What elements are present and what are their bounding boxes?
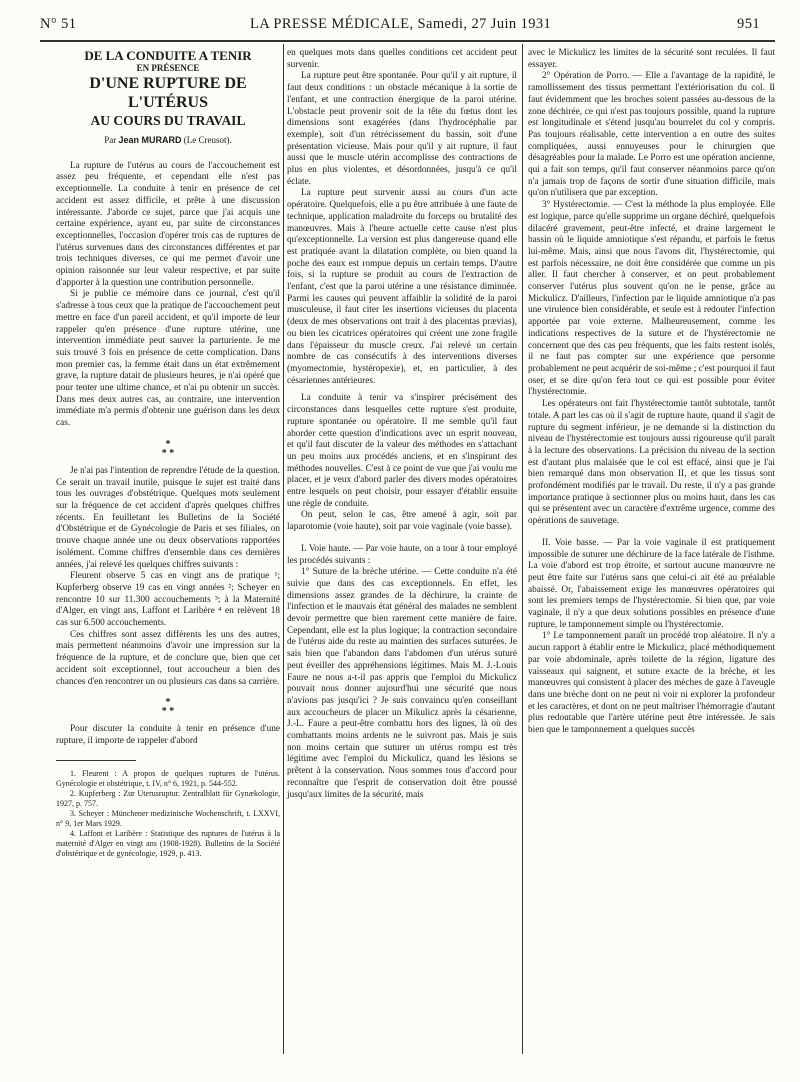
article-title-line2: EN PRÉSENCE xyxy=(136,63,200,73)
issue-number: N° 51 xyxy=(40,16,77,32)
paragraph: La rupture peut être spontanée. Pour qu'il y ait rupture, il faut deux conditions : un obstacle mécanique à la sortie de l'enfant, et une contraction énergique de la paroi utérine. L'obstacle peut provenir soit de la tête du fœtus dont les dimensions sont exagérées (dans l'hydrocéphalie par exemple), soit d'un rétrécissement du bassin, soit d'une présentation vicieuse. Mais pour qu'il y ait rupture, il faut aussi que le muscle utérin accomplisse des contractions de plus en plus violentes, et désordonnées, jusqu'à ce qu'il éclate. xyxy=(287,71,517,187)
section-heading-voie-haute: I. Voie haute. — Par voie haute, on a tour à tour employé les procédés suivants : xyxy=(287,543,517,566)
paragraph: 3° Hystérectomie. — C'est la méthode la plus employée. Elle est logique, parce qu'elle supprime un organe déchiré, quelquefois dilacéré gravement, peut-être infecté, et draine largement le bassin où le liquide amniotique s'est répandu, et parfois le fœtus lui-même. Mais, ainsi que nous l'avons dit, l'hystérectomie, qui est parfois nécessaire, ne doit être considérée que comme un pis aller. Il faut chercher à conserver, et on peut probablement conserver l'utérus plus souvent qu'on ne le pense, grâce au Mickulicz. D'ailleurs, l'infection par le liquide amniotique n'a pas une virulence bien considérable, et seule est à redouter l'infection apportée par voie externe. Malheureusement, comme les indications respectives de la suture et de l'hystérectomie ne concernent que des cas peu fréquents, que les faits restent isolés, il ne faut pas compter sur une expérience que personne probablement ne peut acquérir de soi-même ; c'est pourquoi il faut oser, et se dire qu'on fera tout ce qui est possible pour éviter l'hystérectomie. xyxy=(528,200,775,398)
header-rule xyxy=(40,40,775,42)
author-name: Jean MURARD xyxy=(118,135,182,145)
paragraph: La rupture peut survenir aussi au cours d'un acte opératoire. Quelquefois, elle a pu être attribuée à une faute de technique, application maladroite du forceps ou brutalité des manœuvres. Mais à l'heure actuelle cette cause n'est plus qu'exceptionnelle. La version est plus dangereuse quand elle est pratiquée avant la dilatation complète, ou bien quand la poche des eaux est rompue depuis un certain temps. D'autre fois, si la rupture se produit au cours de l'extraction de l'enfant, c'est que la paroi utérine a une résistance diminuée. Parmi les causes qui peuvent affaiblir la solidité de la paroi musculeuse, il faut citer les insertions vicieuses du placenta (deux de mes observations ont trait à des placentas prævias), ou bien les cicatrices opératoires qui créent une zone fragile dans l'épaisseur du muscle creux. J'ai relevé un certain nombre de cas consécutifs à des interventions diverses (myomectomie, hystéropexie), et, en particulier, à des césariennes antérieures. xyxy=(287,188,517,386)
section-stars: * * * xyxy=(161,438,175,459)
paragraph: Si je publie ce mémoire dans ce journal, c'est qu'il s'adresse à tous ceux que la pratique de l'accouchement peut mettre en face d'un pareil accident, et qu'il importe de leur rappeler qu'en présence d'une rupture utérine, une intervention immédiate peut sauver la parturiente. Je me suis trouvé 3 fois en présence de cette complication. Dans mon premier cas, la femme était dans un état extrêmement grave, la rupture datait de plusieurs heures, je n'ai opéré que pour tenter une ultime chance, et n'ai pu obtenir un succès. Dans mes deux autres cas, au contraire, une intervention immédiate m'a permis d'obtenir une guérison dans les deux cas. xyxy=(56,289,280,429)
page-header xyxy=(40,12,760,34)
section-stars: * * * xyxy=(161,697,175,718)
journal-title: LA PRESSE MÉDICALE, Samedi, 27 Juin 1931 xyxy=(250,16,552,32)
column-2 xyxy=(287,48,517,801)
column-1 xyxy=(56,48,280,859)
paragraph: On peut, selon le cas, être amené à agir, soit par laparotomie (voie haute), soit par voie vaginale (voie basse). xyxy=(287,510,517,533)
footnote-rule xyxy=(56,760,136,761)
byline-prefix: Par xyxy=(104,135,117,145)
footnote: 4. Laffont et Laribère : Statistique des ruptures de l'utérus à la maternité d'Alger en vingt ans (1908-1928). Bulletins de la Société d'obstétrique et de gynécologie, 1929, p. 413. xyxy=(56,828,280,858)
paragraph: Pour discuter la conduite à tenir en présence d'une rupture, il importe de rappeler d'abord xyxy=(56,724,280,746)
paragraph: Les opérateurs ont fait l'hystérectomie tantôt subtotale, tantôt totale. A part les cas où il s'agit de rupture haute, quand il s'agit de rupture du segment inférieur, je ne demande si la distinction du niveau de l'hystérectomie est toujours aussi rigoureuse qu'il paraît à la lecture des observations. La précision du niveau de la section est d'autant plus malaisée que le col est effacé, ainsi que je l'ai bien remarqué dans mon observation II, et que les tissus sont profondément modifiés par le travail. Du reste, il n'y a pas grande importance pratique à sectionner plus ou moins haut, dans les cas qui se présentent avec un caractère d'extrême urgence, comme des opérations de sauvetage. xyxy=(528,399,775,527)
byline xyxy=(56,135,280,147)
article-title-line4: AU COURS DU TRAVAIL xyxy=(90,113,246,128)
paragraph: 1° Le tamponnement paraît un procédé trop aléatoire. Il n'y a aucun rapport à établir entre le Mickulicz, placé méthodiquement par voie abdominale, après toilette de la région, ligature des vaisseaux qui saignent, et suture exacte de la brèche, et les manœuvres qui consistent à placer des mèches de gaze à l'aveugle dans une brèche dont on ne peut ni voir ni explorer la profondeur et les caractères, et dont on ne peut maîtriser l'hémorragie d'autant plus redoutable que l'artère utérine peut être intéressée. Je sais bien que le tamponnement a quelques succès xyxy=(528,631,775,736)
footnote: 2. Kupferberg : Zur Uterusruptur. Zentralblatt für Gynækologie, 1927, p. 757. xyxy=(56,788,280,808)
column-divider-2 xyxy=(522,44,523,1054)
author-place: (Le Creusot). xyxy=(183,135,232,145)
article-title-line1: DE LA CONDUITE A TENIR xyxy=(84,48,252,63)
paragraph: Ces chiffres sont assez différents les uns des autres, mais permettent néanmoins d'avoir une impression sur la fréquence de la rupture, et de conclure que, bien que cet accident soit exceptionnel, tout accoucheur a bien des chances d'en rencontrer un ou plusieurs cas dans sa carrière. xyxy=(56,629,280,687)
article-title-line3: D'UNE RUPTURE DE L'UTÉRUS xyxy=(89,75,247,111)
paragraph: 1° Suture de la brèche utérine. — Cette conduite n'a été suivie que dans des cas exceptionnels. En effet, les dimensions assez grandes de la déchirure, la crainte de l'infection et le mauvais état général des malades ne semblent devoir permettre que bien rarement cette manière de faire. Cependant, elle est la plus logique; la contraction secondaire de l'utérus aide du reste au maintien des surfaces suturées. Je sais bien que l'abandon dans l'abdomen d'un utérus suturé peut éveiller des appréhensions légitimes. Mais M. J.-Louis Faure ne nous a-t-il pas appris que l'emploi du Mickulicz pouvait nous donner aujourd'hui une sécurité que nous n'avions pas jusqu'ici ? Je suis convaincu qu'en conseillant aux accoucheurs de placer un Mikulicz après la césarienne, J.-L. Faure a peut-être combattu hors des lignes, là où des combattants moins ardents ne le suivront pas. Mais je suis non moins certain que suturer un utérus rompu est très légitime avec l'emploi du Mickulicz, quand les lésions se prêtent à la conservation. Nous sommes tous d'accord pour reconnaître que l'esprit de conservation doit être poussé jusqu'aux limites de la sécurité, mais xyxy=(287,567,517,800)
column-divider-1 xyxy=(283,44,284,1054)
paragraph: en quelques mots dans quelles conditions cet accident peut survenir. xyxy=(287,48,517,70)
paragraph: La rupture de l'utérus au cours de l'accouchement est assez peu fréquente, et cependant elle n'est pas exceptionnelle. La conduite à tenir en présence de cet accident est assez difficile, et prête à une discussion intéressante. J'aborde ce sujet, parce que j'ai acquis une certaine expérience, ayant eu, par suite de circonstances exceptionnelles, l'occasion d'opérer trois cas de ruptures de l'utérus survenues dans des circonstances différentes et par trois techniques diverses, ce qui me permet d'avoir une opinion raisonnée sur leur valeur respective, et par suite d'apporter à la question une contribution personnelle. xyxy=(56,160,280,288)
footnote: 1. Fleurent : A propos de quelques ruptures de l'utérus. Gynécologie et obstétrique, t. IV, n° 6, 1921, p. 544-552. xyxy=(56,768,280,788)
paragraph: 2° Opération de Porro. — Elle a l'avantage de la rapidité, le ramollissement des tissus permettant l'extériorisation du col. Il faut évidemment que les broches soient passées au-dessous de la zone déchirée, ce qui n'est pas toujours possible, quand la rupture est longitudinale et s'étend jusqu'au bourrelet du col y compris. Pas toujours réalisable, cette intervention a en outre des suites compliquées, aussi ennuyeuses pour le chirurgien que désagréables pour la malade. Le Porro est une opération ancienne, qui a fait son temps, qu'il faut conserver néanmoins parce qu'on n'a jamais trop de façons de sortir d'une situation difficile, mais qu'on n'utilisera que par exception. xyxy=(528,71,775,199)
page-number: 951 xyxy=(737,16,760,32)
paragraph: Fleurent observe 5 cas en vingt ans de pratique ¹; Kupferberg observe 19 cas en vingt années ²; Scheyer en rencontre 10 sur 11.300 accouchements ³; à la Maternité d'Alger, en vingt ans, Laffont et Laribère ⁴ en relèvent 18 cas sur 6.500 accouchements. xyxy=(56,571,280,629)
paragraph: La conduite à tenir va s'inspirer précisément des circonstances dans lesquelles cette rupture s'est produite, rupture spontanée ou opératoire. Il me semble qu'il faut aborder cette question d'indications avec un esprit nouveau, et qu'il faut discuter de la valeur des méthodes en s'attachant un peu moins aux procédés anciens, et en s'inspirant des méthodes nouvelles. C'est à ce point de vue que j'ai voulu me placer, et je veux d'abord parler des divers modes opératoires entre lesquels on peut choisir, pour essayer d'établir ensuite une règle de conduite. xyxy=(287,393,517,509)
paragraph: Je n'ai pas l'intention de reprendre l'étude de la question. Ce serait un travail inutile, puisque le sujet est traité dans tous les ouvrages d'obstétrique. Quelques mots seulement sur la fréquence de cet accident d'après quelques chiffres récents. En feuilletant les Bulletins de la Société d'Obstétrique et de Gynécologie de Paris et ses filiales, on trouve chaque année une ou deux observations rapportées isolément. Comme chiffres d'ensemble dans ces dernières années, j'ai relevé les quelques chiffres suivants : xyxy=(56,465,280,570)
column-3 xyxy=(528,48,775,737)
footnote: 3. Scheyer : Münchener medizinische Wochenschrift, t. LXXVI, n° 9, 1er Mars 1929. xyxy=(56,808,280,828)
section-heading-voie-basse: II. Voie basse. — Par la voie vaginale il est pratiquement impossible de suturer une déchirure de la face latérale de l'isthme. La voie d'abord est trop étroite, et surtout aucune manœuvre ne peut être faite sur l'utérus sans que celui-ci ait été au préalable abaissé. Or, l'abaissement exige les manœuvres opératoires qui sont les premiers temps de l'hystérectomie. Si bien que, par voie vaginale, il n'y a que deux solutions possibles en présence d'une rupture, le tamponnement simple ou l'hystérectomie. xyxy=(528,537,775,630)
paragraph: avec le Mickulicz les limites de la sécurité sont reculées. Il faut essayer. xyxy=(528,48,775,70)
